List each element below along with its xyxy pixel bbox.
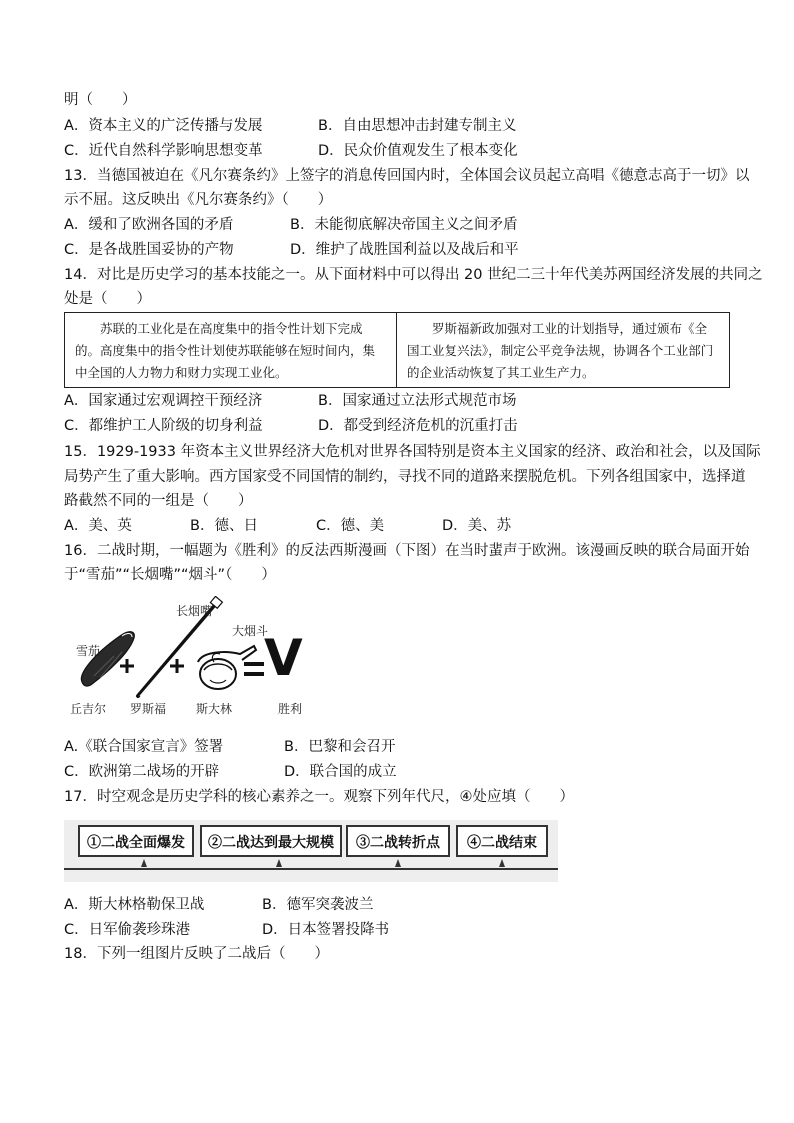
q12-option-b: B．自由思想冲击封建专制主义 (318, 118, 517, 134)
q12-option-a: A．资本主义的广泛传播与发展 (64, 118, 263, 134)
label-roosevelt: 罗斯福 (130, 702, 167, 716)
timeline-ruler (64, 820, 558, 882)
q12-continuation: 明（ ） (64, 92, 137, 108)
q16-stem-line1: 16．二战时期，一幅题为《胜利》的反法西斯漫画（下图）在当时蜚声于欧洲。该漫画反映的联合局面开始 (64, 543, 750, 559)
label-cigar: 雪茄 (76, 644, 101, 658)
q14-material-table (64, 312, 730, 388)
q15-stem-line3: 路截然不同的一组是（ ） (64, 493, 253, 509)
q13-option-d: D．维护了战胜国利益以及战后和平 (290, 242, 519, 258)
timeline-box-2: ②二战达到最大规模 (200, 825, 342, 857)
q16-option-d: D．联合国的成立 (284, 764, 397, 780)
q17-option-a: A．斯大林格勒保卫战 (64, 897, 205, 913)
q14-material-soviet: 苏联的工业化是在高度集中的指令性计划下完成的。高度集中的指令性计划使苏联能够在短时间内，集中全国的人力物力和财力实现工业化。 (65, 313, 397, 387)
q17-stem-line1: 17．时空观念是历史学科的核心素养之一。观察下列年代尺，④处应填（ ） (64, 789, 574, 805)
timeline-axis (64, 868, 558, 870)
q16-option-b: B．巴黎和会召开 (284, 739, 396, 755)
timeline-arrow-2 (276, 859, 282, 867)
q15-option-b: B．德、日 (190, 518, 258, 534)
q14-stem-line1: 14．对比是历史学习的基本技能之一。从下面材料中可以得出 20 世纪二三十年代美苏两国经济发展的共同之 (64, 267, 763, 283)
q17-option-c: C．日军偷袭珍珠港 (64, 922, 191, 938)
q15-option-d: D．美、苏 (442, 518, 512, 534)
q13-option-a: A．缓和了欧洲各国的矛盾 (64, 217, 234, 233)
plus-sign-2 (170, 659, 184, 673)
q14-stem-line2: 处是（ ） (64, 291, 151, 307)
q13-stem-line2: 示不屈。这反映出《凡尔赛条约》（ ） (64, 192, 333, 208)
plus-sign-1 (120, 659, 134, 673)
timeline-box-4: ④二战结束 (456, 825, 548, 857)
label-long-holder: 长烟嘴 (176, 604, 213, 618)
pipe-drawing (198, 646, 256, 689)
timeline-box-1: ①二战全面爆发 (78, 825, 194, 857)
timeline-arrow-3 (395, 859, 401, 867)
timeline-arrow-1 (141, 859, 147, 867)
timeline-box-3: ③二战转折点 (346, 825, 450, 857)
q18-stem-line1: 18．下列一组图片反映了二战后（ ） (64, 946, 329, 962)
q13-option-b: B．未能彻底解决帝国主义之间矛盾 (290, 217, 518, 233)
label-victory: 胜利 (278, 702, 303, 716)
q14-option-d: D．都受到经济危机的沉重打击 (318, 418, 518, 434)
timeline-arrow-4 (499, 859, 505, 867)
q12-option-d: D．民众价值观发生了根本变化 (318, 143, 518, 159)
q16-stem-line2: 于“雪茄”“长烟嘴”“烟斗”（ ） (64, 567, 276, 583)
q13-option-c: C．是各战胜国妥协的产物 (64, 242, 234, 258)
q15-stem-line1: 15．1929-1933 年资本主义世界经济大危机对世界各国特别是资本主义国家的经济、政治和社会，以及国际 (64, 444, 761, 460)
equals-sign (244, 664, 264, 674)
q14-option-c: C．都维护工人阶级的切身利益 (64, 418, 263, 434)
q13-stem-line1: 13．当德国被迫在《凡尔赛条约》上签字的消息传回国内时，全体国会议员起立高唱《德意志高于一切》以 (64, 168, 750, 184)
q15-stem-line2: 局势产生了重大影响。西方国家受不同国情的制约，寻找不同的道路来摆脱危机。下列各组国家中，选择道 (64, 469, 746, 485)
label-churchill: 丘吉尔 (70, 702, 107, 716)
label-big-pipe: 大烟斗 (232, 624, 269, 638)
q17-option-b: B．德军突袭波兰 (262, 897, 374, 913)
victory-v-letter: V (264, 629, 303, 687)
q15-option-c: C．德、美 (316, 518, 385, 534)
q14-option-a: A．国家通过宏观调控干预经济 (64, 393, 263, 409)
victory-cartoon (64, 596, 324, 720)
q12-option-c: C．近代自然科学影响思想变革 (64, 143, 263, 159)
q17-option-d: D．日本签署投降书 (262, 922, 390, 938)
q16-option-c: C．欧洲第二战场的开辟 (64, 764, 220, 780)
label-stalin: 斯大林 (196, 702, 233, 716)
q14-material-us: 罗斯福新政加强对工业的计划指导，通过颁布《全国工业复兴法》，制定公平竞争法规，协调各个工业部门的企业活动恢复了其工业生产力。 (407, 321, 714, 380)
q14-option-b: B．国家通过立法形式规范市场 (318, 393, 517, 409)
q15-option-a: A．美、英 (64, 518, 132, 534)
q16-option-a: A.《联合国家宣言》签署 (64, 739, 224, 755)
